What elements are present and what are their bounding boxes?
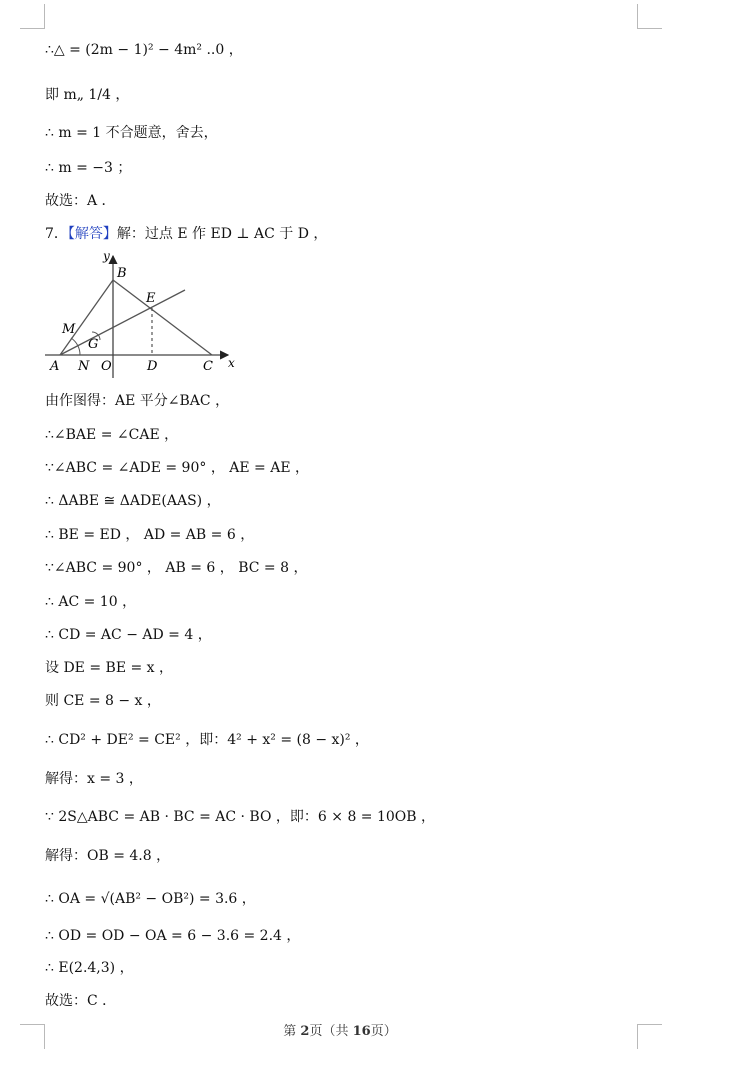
solution-line: 解得：x = 3 ， (45, 771, 143, 787)
solution-line: 解得：OB = 4.8 ， (45, 848, 171, 864)
solution-line: 设 DE = BE = x ， (45, 660, 174, 676)
bisector-ae (60, 290, 185, 355)
answer-tag: 【解答】 (67, 226, 117, 242)
solution-line: 故选：A ． (45, 193, 116, 209)
geometry-diagram (40, 246, 240, 381)
solution-line: ∴ E(2.4,3) ， (45, 960, 134, 976)
footer-post: 页） (370, 1024, 397, 1039)
solution-line: ∵ 2S△ABC = AB · BC = AC · BO ，即：6 × 8 = 10OB ， (45, 809, 436, 825)
footer-pre: 第 (283, 1024, 301, 1039)
segment-ab (60, 280, 113, 355)
solution-line: 即 m„ 1/4 ， (45, 87, 130, 103)
label-e: E (146, 291, 156, 306)
label-n: N (78, 359, 90, 374)
question-number: 7． (45, 226, 68, 242)
solution-line: ∴ m = −3 ； (45, 160, 132, 176)
solution-line: 故选：C ． (45, 993, 117, 1009)
solution-line: ∵∠ABC = 90° ， AB = 6 ， BC = 8 ， (45, 560, 308, 576)
solution-line: ∴ OA = √(AB² − OB²) = 3.6 ， (45, 891, 256, 907)
solution-line: ∴ AC = 10 ， (45, 594, 137, 610)
solution-line: ∴ m = 1 不合题意，舍去， (45, 125, 218, 141)
label-o: O (101, 359, 112, 374)
solution-line: 则 CE = 8 − x ， (45, 693, 161, 709)
solution-line: ∵∠ABC = ∠ADE = 90° ， AE = AE ， (45, 460, 310, 476)
current-page-number: 2 (300, 1024, 310, 1039)
solution-line: ∴ OD = OD − OA = 6 − 3.6 = 2.4 ， (45, 928, 301, 944)
label-c: C (203, 359, 213, 374)
label-m: M (62, 322, 76, 337)
solution-line: ∴ ΔABE ≅ ΔADE(AAS) ， (45, 493, 221, 509)
total-page-count: 16 (352, 1024, 371, 1039)
solution-line: ∴ BE = ED ， AD = AB = 6 ， (45, 527, 255, 543)
crop-mark-top-right (637, 4, 662, 29)
solution-line: 解：过点 E 作 ED ⊥ AC 于 D ， (116, 226, 328, 242)
label-y: y (103, 249, 110, 263)
page-footer (0, 1020, 680, 1039)
footer-mid: 页（共 (309, 1024, 353, 1039)
label-a: A (50, 359, 60, 374)
solution-line: ∴△ = (2m − 1)² − 4m² ..0 ， (45, 42, 243, 58)
question-7-header (45, 224, 327, 244)
crop-mark-top-left (20, 4, 45, 29)
solution-line: ∴ CD² + DE² = CE² ，即：4² + x² = (8 − x)² ， (45, 732, 369, 748)
label-g: G (88, 337, 99, 352)
label-d: D (147, 359, 158, 374)
label-x: x (228, 356, 235, 370)
solution-line: ∴ CD = AC − AD = 4 ， (45, 627, 212, 643)
solution-line: 由作图得：AE 平分∠BAC ， (45, 393, 230, 409)
label-b: B (117, 266, 127, 281)
solution-line: ∴∠BAE = ∠CAE ， (45, 427, 179, 443)
segment-bc (113, 280, 212, 355)
